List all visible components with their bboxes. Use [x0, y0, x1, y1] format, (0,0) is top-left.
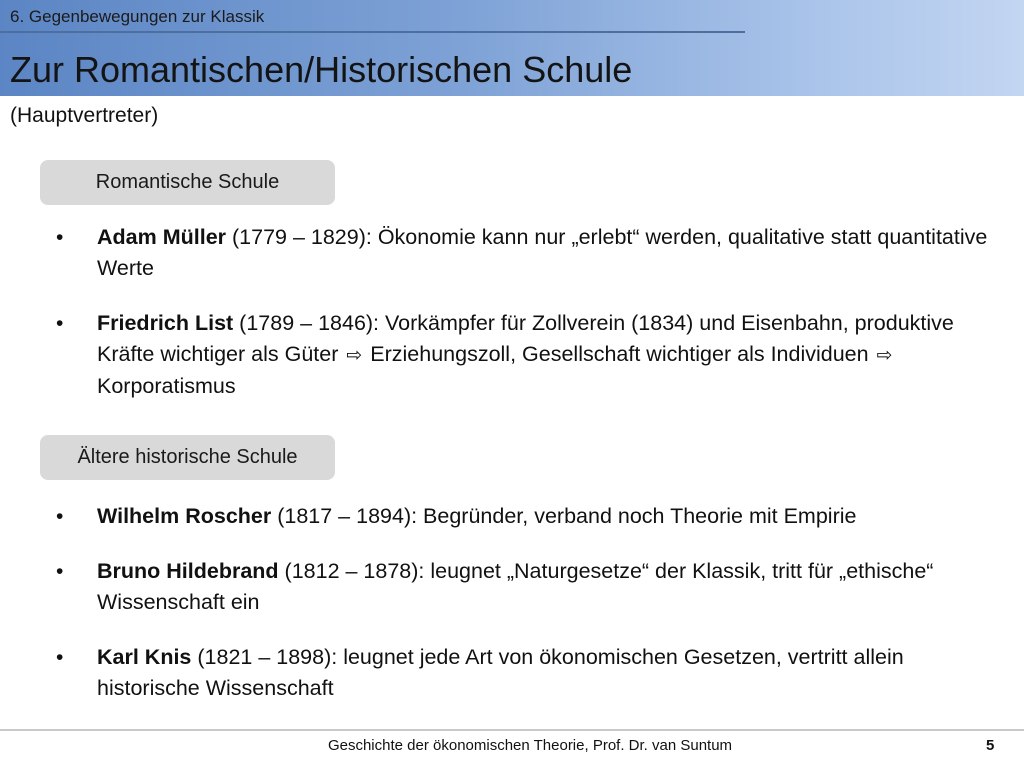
- bullet-icon: •: [56, 226, 64, 249]
- list-item-text: [97, 645, 904, 700]
- list-item-text: [97, 504, 856, 528]
- page-number: 5: [986, 737, 995, 754]
- bullet-icon: •: [56, 312, 64, 335]
- header-divider: [0, 31, 745, 33]
- bullet-list-historic: [56, 501, 1011, 704]
- person-description: Erziehungszoll, Gesellschaft wichtiger als Individuen: [364, 342, 875, 366]
- footer-divider: [0, 729, 1024, 731]
- list-item-text: [97, 311, 954, 398]
- bullet-icon: •: [56, 560, 64, 583]
- slide-title: Zur Romantischen/Historischen Schule: [10, 49, 633, 90]
- person-description: (1789 – 1846): Vorkämpfer für Zollverein (1834) und Eisenbahn, produktive Kräfte wichtiger als Güter: [97, 311, 954, 366]
- person-description: (1817 – 1894): Begründer, verband noch Theorie mit Empirie: [271, 504, 857, 528]
- person-description: (1779 – 1829): Ökonomie kann nur „erlebt“ werden, qualitative statt quantitative Werte: [97, 225, 988, 280]
- person-description: (1821 – 1898): leugnet jede Art von ökonomischen Gesetzen, vertritt allein historische Wissenschaft: [97, 645, 904, 700]
- list-item-text: [97, 559, 933, 614]
- list-item-text: [97, 225, 987, 280]
- list-item: [56, 308, 1011, 402]
- group-heading-historic: Ältere historische Schule: [40, 435, 335, 480]
- arrow-right-icon: ⇨: [346, 345, 363, 366]
- person-description: (1812 – 1878): leugnet „Naturgesetze“ der Klassik, tritt für „ethische“ Wissenschaft ein: [97, 559, 934, 614]
- person-description: Korporatismus: [97, 374, 236, 398]
- group-heading-romantic: Romantische Schule: [40, 160, 335, 205]
- bullet-icon: •: [56, 646, 64, 669]
- bullet-icon: •: [56, 505, 64, 528]
- slide-subtitle: (Hauptvertreter): [10, 104, 159, 127]
- section-label: 6. Gegenbewegungen zur Klassik: [10, 7, 265, 26]
- list-item: [56, 222, 1011, 284]
- bullet-list-romantic: [56, 222, 1011, 402]
- list-item: [56, 501, 1011, 532]
- footer-text: Geschichte der ökonomischen Theorie, Prof. Dr. van Suntum: [327, 737, 733, 754]
- person-name: Adam Müller: [97, 225, 227, 249]
- person-name: Bruno Hildebrand: [97, 559, 279, 583]
- person-name: Wilhelm Roscher: [97, 504, 272, 528]
- arrow-right-icon: ⇨: [876, 345, 893, 366]
- list-item: [56, 642, 1011, 704]
- person-name: Karl Knis: [97, 645, 192, 669]
- list-item: [56, 556, 1011, 618]
- person-name: Friedrich List: [97, 311, 234, 335]
